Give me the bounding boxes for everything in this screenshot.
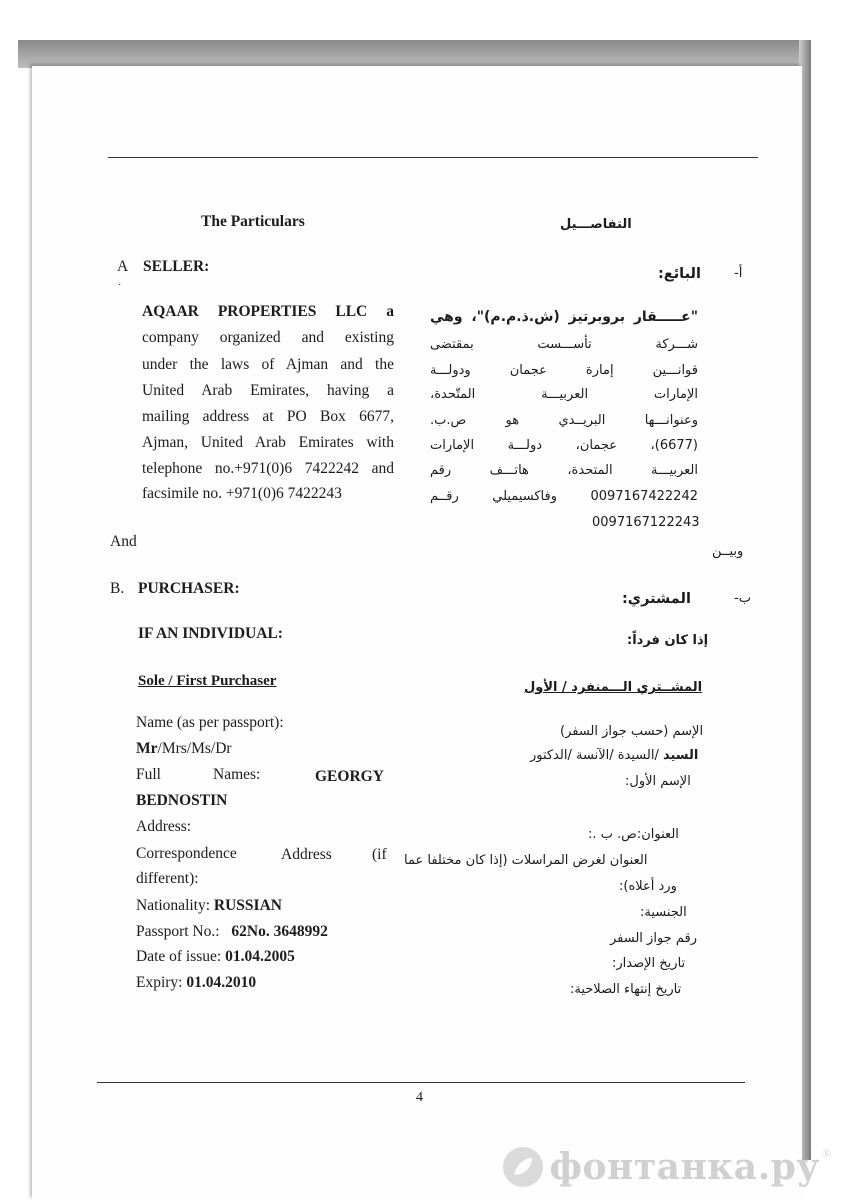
ar-first-name: الإسم الأول: (625, 774, 691, 789)
seller-letter-ar: أ- (734, 266, 743, 281)
ar-title-options (530, 748, 698, 763)
footer-rule (97, 1082, 745, 1083)
correspondence-label-3: (if (372, 846, 387, 863)
issue-value: 01.04.2005 (225, 948, 295, 965)
name-label: Name (as per passport): (136, 714, 284, 731)
purchaser-label-ar: المشتري: (622, 591, 691, 607)
passport-label: Passport No.: (136, 923, 220, 940)
seller-text-en-line: mailing address at PO Box 6677, (142, 408, 394, 425)
seller-label-en: SELLER: (143, 258, 210, 275)
issue-row (136, 948, 295, 966)
full-names-value: GEORGY (315, 768, 384, 785)
nationality-row (136, 897, 282, 915)
issue-label: Date of issue: (136, 948, 222, 965)
leaf-icon (510, 1154, 536, 1180)
particulars-title-en: The Particulars (201, 213, 305, 230)
bullet-dot: · (118, 280, 122, 291)
title-selected: Mr (136, 740, 158, 757)
purchaser-letter-ar: ب- (734, 591, 751, 606)
seller-letter-en: A (117, 258, 129, 275)
seller-text-en-line: telephone no.+971(0)6 7422242 and (142, 460, 394, 477)
ar-address: العنوان:ص. ب .: (588, 827, 679, 842)
watermark-logo-icon (503, 1147, 543, 1187)
and-text-ar: وبيــن (712, 544, 744, 559)
seller-text-ar-line: الإمارات العربيـــة المتّحدة، (430, 387, 698, 402)
nationality-label: Nationality: (136, 897, 211, 914)
passport-row (136, 923, 328, 941)
ar-name-label: الإسم (حسب جواز السفر) (560, 724, 704, 739)
purchaser-label-en: PURCHASER: (138, 580, 240, 597)
expiry-label: Expiry: (136, 974, 183, 991)
ar-title-selected: السيد (662, 748, 699, 763)
sole-purchaser-heading-en: Sole / First Purchaser (138, 673, 277, 689)
seller-text-ar-line (430, 309, 698, 325)
passport-value: 62No. 3648992 (231, 923, 328, 940)
seller-text-en-line: under the laws of Ajman and the (142, 356, 394, 373)
seller-text-ar-line: 0097167122243 (592, 515, 700, 530)
scan-shadow-top (18, 40, 808, 68)
correspondence-label-4: different): (136, 870, 199, 887)
correspondence-label: Correspondence (136, 845, 237, 862)
watermark-registered: ® (821, 1146, 831, 1160)
ar-title-others: /السيدة /الآنسة /الدكتور (530, 748, 663, 763)
seller-text-ar-line: (6677)، عجمان، دولـــة الإمارات (430, 438, 698, 453)
ar-correspondence-2: ورد أعلاه): (619, 879, 677, 894)
header-rule (108, 157, 758, 158)
ar-nationality: الجنسية: (640, 905, 687, 920)
and-text-en: And (110, 533, 137, 550)
ar-issue: تاريخ الإصدار: (612, 956, 686, 971)
address-label: Address: (136, 818, 192, 835)
nationality-value: RUSSIAN (213, 897, 282, 914)
seller-company-name: AQAAR PROPERTIES LLC a (142, 303, 394, 320)
seller-text-en-line: company organized and existing (142, 329, 394, 346)
seller-text-ar-line: وعنوانـــها البريــدي هو ص.ب. (430, 413, 698, 428)
publisher-watermark (503, 1146, 831, 1188)
full-names-label: Full (136, 766, 161, 783)
full-names-label-2: Names: (213, 766, 261, 783)
seller-text-en-line: United Arab Emirates, having a (142, 382, 394, 399)
page-number: 4 (416, 1090, 423, 1105)
ar-passport: رقم جواز السفر (610, 931, 697, 946)
expiry-row (136, 974, 256, 992)
ar-correspondence: العنوان لغرض المراسلات (إذا كان مختلفا عما (404, 853, 648, 868)
seller-label-ar: البائع: (658, 266, 701, 282)
correspondence-label-2: Address (281, 846, 332, 863)
sole-purchaser-heading-ar: المشــتري الـــمنفرد / الأول (524, 680, 703, 695)
seller-text-en-line (142, 303, 394, 321)
watermark-text: фонтанка.ру (549, 1146, 820, 1188)
seller-text-en-line: facsimile no. +971(0)6 7422243 (142, 485, 342, 502)
individual-heading-en: IF AN INDIVIDUAL: (138, 625, 283, 642)
seller-text-ar-line: قوانـــين إمارة عجمان ودولـــة (430, 363, 698, 378)
individual-heading-ar: إذا كان فرداً: (627, 633, 709, 648)
seller-text-ar-line: شـــركة تأســـست بمقتضى (430, 337, 698, 352)
expiry-value: 01.04.2010 (186, 974, 257, 991)
seller-text-en-line: Ajman, United Arab Emirates with (142, 434, 394, 451)
title-options (136, 740, 232, 758)
seller-company-name-ar: "عـــــقار بروبرتيز (ش.ذ.م.م)"، وهي (430, 309, 698, 325)
particulars-title-ar: التفاصـــيل (560, 217, 632, 232)
purchaser-letter-en: B. (110, 580, 125, 597)
ar-expiry: تاريخ إنتهاء الصلاحية: (570, 982, 682, 997)
full-names-value-2: BEDNOSTIN (136, 792, 228, 809)
title-other-options: /Mrs/Ms/Dr (157, 740, 232, 757)
seller-text-ar-line: العربيـــة المتحدة، هاتـــف رقم (430, 463, 698, 478)
seller-text-ar-line: 0097167422242 وفاكسيميلي رقــم (430, 489, 698, 504)
